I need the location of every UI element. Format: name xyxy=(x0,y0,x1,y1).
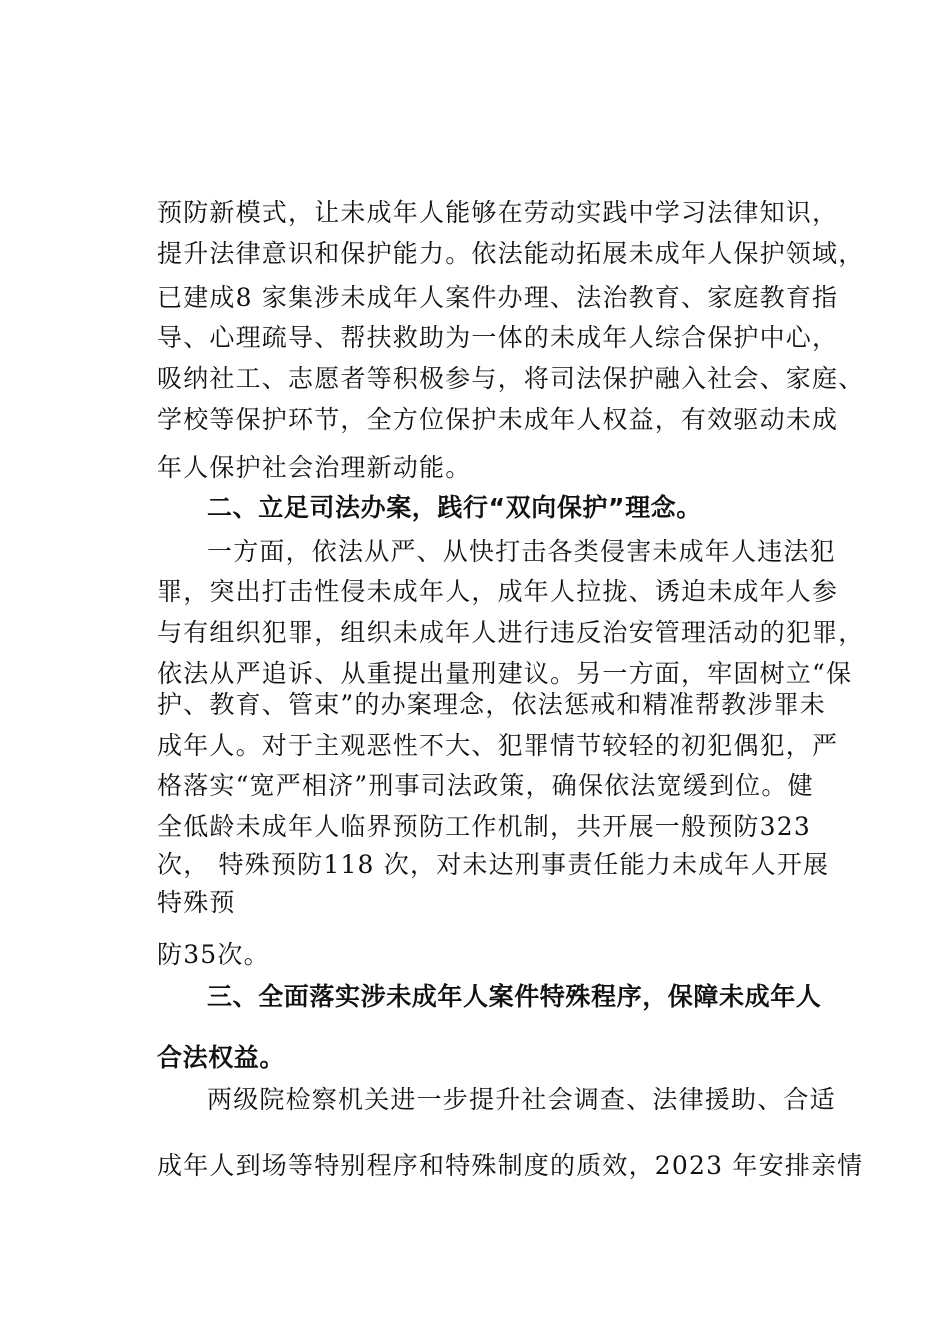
body-line: 特殊预 xyxy=(157,888,236,917)
body-line: 吸纳社工、志愿者等积极参与，将司法保护融入社会、家庭、 xyxy=(157,364,865,393)
body-line: 提升法律意识和保护能力。依法能动拓展未成年人保护领域， xyxy=(157,239,865,268)
body-line: 罪，突出打击性侵未成年人，成年人拉拢、诱迫未成年人参 xyxy=(157,577,839,606)
body-line: 一方面，依法从严、从快打击各类侵害未成年人违法犯 xyxy=(207,537,836,566)
body-line: 两级院检察机关进一步提升社会调查、法律援助、合适 xyxy=(207,1085,836,1114)
body-line: 成年人。对于主观恶性不大、犯罪情节较轻的初犯偶犯，严 xyxy=(157,731,839,760)
body-line: 与有组织犯罪，组织未成年人进行违反治安管理活动的犯罪， xyxy=(157,618,865,647)
body-line: 学校等保护环节，全方位保护未成年人权益，有效驱动未成 xyxy=(157,405,839,434)
section-heading: 三、全面落实涉未成年人案件特殊程序，保障未成年人 xyxy=(207,982,822,1011)
body-line: 防35次。 xyxy=(157,940,270,969)
body-line: 全低龄未成年人临界预防工作机制，共开展一般预防323 xyxy=(157,812,811,841)
body-line: 预防新模式，让未成年人能够在劳动实践中学习法律知识， xyxy=(157,198,839,227)
body-line: 成年人到场等特别程序和特殊制度的质效，2023 年安排亲情 xyxy=(157,1151,864,1180)
body-line: 次， 特殊预防118 次，对未达刑事责任能力未成年人开展 xyxy=(157,850,830,879)
section-heading-continued: 合法权益。 xyxy=(157,1043,286,1072)
body-line: 年人保护社会治理新动能。 xyxy=(157,453,472,482)
body-line: 导、心理疏导、帮扶救助为一体的未成年人综合保护中心， xyxy=(157,323,839,352)
body-line: 已建成8 家集涉未成年人案件办理、法治教育、家庭教育指 xyxy=(157,283,839,312)
section-heading: 二、立足司法办案，践行“双向保护”理念。 xyxy=(207,493,702,522)
body-line: 护、教育、管束”的办案理念，依法惩戒和精准帮教涉罪未 xyxy=(157,690,826,719)
body-line: 依法从严追诉、从重提出量刑建议。另一方面，牢固树立“保 xyxy=(157,659,853,688)
body-line: 格落实“宽严相济”刑事司法政策，确保依法宽缓到位。健 xyxy=(157,771,814,800)
